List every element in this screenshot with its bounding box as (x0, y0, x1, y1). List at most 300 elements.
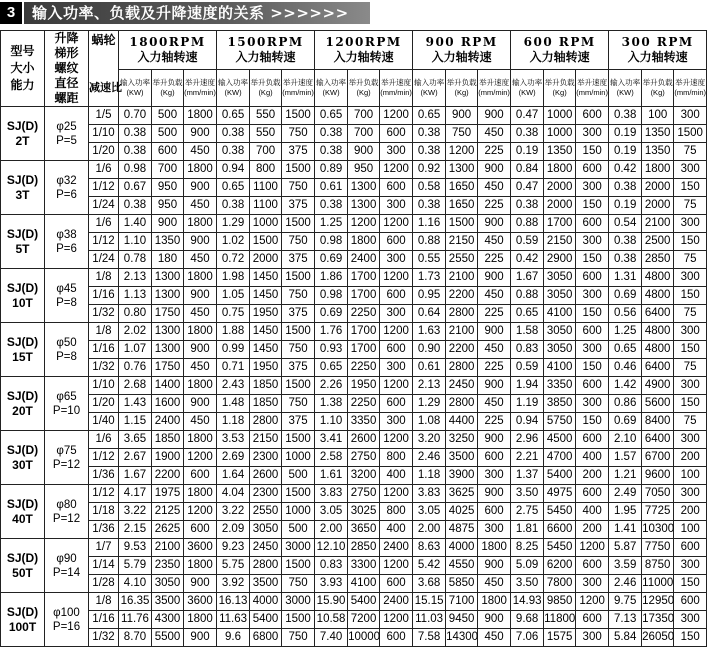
value-cell: 0.69 (315, 305, 348, 323)
value-cell: 0.38 (609, 233, 642, 251)
value-cell: 7800 (544, 575, 576, 593)
value-cell: 0.65 (511, 305, 544, 323)
table-row (1, 377, 707, 395)
value-cell: 5.79 (119, 557, 152, 575)
ratio-cell: 1/6 (89, 161, 119, 179)
value-cell: 5.84 (609, 629, 642, 647)
value-cell: 225 (478, 251, 511, 269)
value-cell: 450 (184, 413, 217, 431)
ratio-cell: 1/6 (89, 431, 119, 449)
value-cell: 2.13 (413, 377, 446, 395)
value-cell: 1850 (250, 377, 282, 395)
value-cell: 2250 (348, 359, 380, 377)
value-cell: 1200 (576, 593, 609, 611)
value-cell: 1.18 (217, 413, 250, 431)
value-cell: 1.95 (609, 503, 642, 521)
value-cell: 900 (478, 557, 511, 575)
value-cell: 4875 (446, 521, 478, 539)
value-cell: 6700 (642, 449, 674, 467)
value-cell: 0.38 (315, 197, 348, 215)
value-cell: 100 (674, 521, 707, 539)
model-cell: SJ(D) 40T (1, 485, 45, 539)
value-cell: 900 (348, 143, 380, 161)
value-cell: 2250 (348, 305, 380, 323)
value-cell: 3600 (184, 539, 217, 557)
value-cell: 0.83 (315, 557, 348, 575)
value-cell: 4975 (544, 485, 576, 503)
value-cell: 2.21 (511, 449, 544, 467)
value-cell: 7.40 (315, 629, 348, 647)
value-cell: 3500 (250, 575, 282, 593)
model-cell: SJ(D) 2T (1, 107, 45, 161)
value-cell: 1000 (282, 503, 315, 521)
value-cell: 3300 (348, 557, 380, 575)
value-cell: 0.38 (119, 143, 152, 161)
value-cell: 1.81 (511, 521, 544, 539)
value-cell: 1500 (282, 485, 315, 503)
table-row (1, 611, 707, 629)
table-row (1, 287, 707, 305)
value-cell: 800 (380, 449, 413, 467)
ratio-cell: 1/28 (89, 575, 119, 593)
value-cell: 2625 (152, 521, 184, 539)
value-cell: 600 (380, 287, 413, 305)
table-row (1, 179, 707, 197)
value-cell: 450 (478, 629, 511, 647)
value-cell: 0.65 (315, 107, 348, 125)
value-cell: 4000 (446, 539, 478, 557)
value-cell: 2800 (250, 413, 282, 431)
value-cell: 2000 (544, 179, 576, 197)
table-row (1, 269, 707, 287)
value-cell: 11000 (642, 575, 674, 593)
value-cell: 300 (674, 431, 707, 449)
value-cell: 5450 (544, 539, 576, 557)
value-cell: 900 (184, 233, 217, 251)
value-cell: 0.38 (119, 197, 152, 215)
ratio-cell: 1/24 (89, 197, 119, 215)
table-row (1, 341, 707, 359)
value-cell: 1200 (446, 143, 478, 161)
value-cell: 2.09 (217, 521, 250, 539)
value-cell: 2450 (250, 539, 282, 557)
rpm-header-1800: 1800RPM 入力轴转速 (119, 31, 217, 70)
table-row (1, 521, 707, 539)
value-cell: 2.00 (315, 521, 348, 539)
value-cell: 550 (250, 107, 282, 125)
value-cell: 300 (674, 611, 707, 629)
value-cell: 300 (674, 269, 707, 287)
value-cell: 600 (380, 575, 413, 593)
value-cell: 2.46 (413, 449, 446, 467)
value-cell: 1850 (152, 431, 184, 449)
value-cell: 5400 (250, 611, 282, 629)
value-cell: 2550 (250, 503, 282, 521)
value-cell: 0.71 (217, 359, 250, 377)
value-cell: 1950 (250, 359, 282, 377)
value-cell: 2.69 (217, 449, 250, 467)
value-cell: 3.68 (413, 575, 446, 593)
value-cell: 900 (478, 323, 511, 341)
value-cell: 300 (380, 305, 413, 323)
value-cell: 0.38 (217, 143, 250, 161)
value-cell: 100 (642, 107, 674, 125)
model-cell: SJ(D) 3T (1, 161, 45, 215)
value-cell: 1575 (544, 629, 576, 647)
value-cell: 500 (152, 125, 184, 143)
value-cell: 14300 (446, 629, 478, 647)
value-cell: 5.09 (511, 557, 544, 575)
table-row (1, 323, 707, 341)
value-cell: 1700 (544, 215, 576, 233)
value-cell: 600 (184, 521, 217, 539)
value-cell: 1200 (380, 215, 413, 233)
value-cell: 4800 (642, 341, 674, 359)
value-cell: 1950 (348, 377, 380, 395)
ratio-cell: 1/16 (89, 611, 119, 629)
value-cell: 950 (152, 197, 184, 215)
value-cell: 1.10 (119, 233, 152, 251)
value-cell: 2450 (446, 377, 478, 395)
value-cell: 4000 (250, 593, 282, 611)
value-cell: 2.13 (119, 269, 152, 287)
subheader-power: 输入功率 (KW) (217, 70, 250, 107)
value-cell: 600 (576, 161, 609, 179)
value-cell: 1.73 (413, 269, 446, 287)
value-cell: 180 (152, 251, 184, 269)
value-cell: 600 (576, 377, 609, 395)
value-cell: 1.02 (217, 233, 250, 251)
value-cell: 5400 (544, 467, 576, 485)
value-cell: 2800 (446, 305, 478, 323)
value-cell: 2.96 (511, 431, 544, 449)
table-row (1, 161, 707, 179)
value-cell: 900 (152, 215, 184, 233)
ratio-cell: 1/32 (89, 359, 119, 377)
value-cell: 1500 (282, 269, 315, 287)
value-cell: 8.63 (413, 539, 446, 557)
ratio-cell: 1/8 (89, 269, 119, 287)
value-cell: 1800 (184, 107, 217, 125)
value-cell: 1500 (282, 431, 315, 449)
value-cell: 7725 (642, 503, 674, 521)
value-cell: 1200 (184, 449, 217, 467)
value-cell: 0.86 (609, 395, 642, 413)
value-cell: 2125 (152, 503, 184, 521)
value-cell: 0.47 (511, 107, 544, 125)
value-cell: 10300 (642, 521, 674, 539)
value-cell: 2400 (152, 413, 184, 431)
value-cell: 0.19 (609, 125, 642, 143)
value-cell: 12.10 (315, 539, 348, 557)
value-cell: 900 (478, 215, 511, 233)
value-cell: 9450 (446, 611, 478, 629)
value-cell: 900 (478, 107, 511, 125)
subheader-speed: 举升速度 (mm/min) (282, 70, 315, 107)
value-cell: 9.53 (119, 539, 152, 557)
value-cell: 3600 (184, 593, 217, 611)
value-cell: 150 (674, 629, 707, 647)
value-cell: 900 (184, 395, 217, 413)
value-cell: 1750 (152, 305, 184, 323)
value-cell: 1500 (282, 323, 315, 341)
value-cell: 1.15 (119, 413, 152, 431)
value-cell: 400 (576, 503, 609, 521)
value-cell: 0.59 (511, 233, 544, 251)
value-cell: 3500 (446, 449, 478, 467)
value-cell: 0.61 (413, 359, 446, 377)
table-row (1, 251, 707, 269)
value-cell: 1800 (478, 539, 511, 557)
value-cell: 2000 (642, 197, 674, 215)
value-cell: 1.37 (511, 467, 544, 485)
value-cell: 100 (674, 467, 707, 485)
value-cell: 1800 (184, 323, 217, 341)
value-cell: 150 (674, 233, 707, 251)
value-cell: 3350 (348, 413, 380, 431)
value-cell: 700 (152, 161, 184, 179)
value-cell: 1500 (250, 233, 282, 251)
table-row (1, 593, 707, 611)
ratio-cell: 1/20 (89, 395, 119, 413)
value-cell: 10.58 (315, 611, 348, 629)
value-cell: 1500 (282, 107, 315, 125)
value-cell: 2150 (544, 233, 576, 251)
subheader-load: 举升负载 (Kg) (446, 70, 478, 107)
value-cell: 3.22 (119, 503, 152, 521)
value-cell: 2.00 (413, 521, 446, 539)
subheader-load: 举升负载 (Kg) (348, 70, 380, 107)
value-cell: 900 (478, 431, 511, 449)
value-cell: 0.38 (609, 107, 642, 125)
ratio-cell: 1/10 (89, 377, 119, 395)
value-cell: 0.65 (413, 107, 446, 125)
value-cell: 1.41 (609, 521, 642, 539)
value-cell: 1200 (380, 485, 413, 503)
value-cell: 7050 (642, 485, 674, 503)
value-cell: 3.50 (511, 485, 544, 503)
value-cell: 150 (576, 197, 609, 215)
value-cell: 0.92 (413, 161, 446, 179)
value-cell: 0.46 (609, 359, 642, 377)
value-cell: 4400 (446, 413, 478, 431)
value-cell: 0.98 (119, 161, 152, 179)
value-cell: 900 (184, 629, 217, 647)
value-cell: 8400 (642, 413, 674, 431)
value-cell: 2800 (446, 395, 478, 413)
value-cell: 600 (152, 143, 184, 161)
screw-cell: φ65 P=10 (45, 377, 89, 431)
value-cell: 450 (184, 197, 217, 215)
value-cell: 1200 (380, 323, 413, 341)
value-cell: 450 (478, 179, 511, 197)
value-cell: 0.98 (315, 233, 348, 251)
value-cell: 600 (380, 179, 413, 197)
value-cell: 3000 (282, 539, 315, 557)
value-cell: 900 (446, 107, 478, 125)
ratio-cell: 1/8 (89, 593, 119, 611)
value-cell: 1500 (446, 215, 478, 233)
value-cell: 0.38 (609, 179, 642, 197)
value-cell: 500 (152, 107, 184, 125)
value-cell: 900 (478, 269, 511, 287)
value-cell: 1450 (250, 269, 282, 287)
value-cell: 900 (478, 377, 511, 395)
value-cell: 1.29 (217, 215, 250, 233)
value-cell: 200 (576, 467, 609, 485)
value-cell: 1850 (250, 395, 282, 413)
col-screw: 升降梯形螺纹直径螺距 (45, 31, 89, 107)
value-cell: 150 (576, 143, 609, 161)
value-cell: 2900 (544, 251, 576, 269)
value-cell: 0.65 (609, 341, 642, 359)
value-cell: 900 (184, 341, 217, 359)
value-cell: 300 (576, 629, 609, 647)
value-cell: 0.70 (119, 107, 152, 125)
value-cell: 2550 (446, 251, 478, 269)
ratio-cell: 1/36 (89, 467, 119, 485)
value-cell: 2100 (152, 539, 184, 557)
model-cell: SJ(D) 5T (1, 215, 45, 269)
value-cell: 5450 (544, 503, 576, 521)
value-cell: 3.59 (609, 557, 642, 575)
value-cell: 0.38 (413, 143, 446, 161)
subheader-power: 输入功率 (KW) (609, 70, 642, 107)
value-cell: 950 (152, 179, 184, 197)
subheader-load: 举升负载 (Kg) (152, 70, 184, 107)
value-cell: 375 (282, 143, 315, 161)
value-cell: 7.13 (609, 611, 642, 629)
value-cell: 1450 (250, 341, 282, 359)
ratio-cell: 1/14 (89, 557, 119, 575)
screw-cell: φ45 P=8 (45, 269, 89, 323)
rpm-header-1500: 1500RPM 入力轴转速 (217, 31, 315, 70)
value-cell: 1500 (282, 611, 315, 629)
value-cell: 1800 (544, 161, 576, 179)
table-row (1, 395, 707, 413)
value-cell: 1.07 (119, 341, 152, 359)
value-cell: 3625 (446, 485, 478, 503)
value-cell: 4800 (642, 287, 674, 305)
value-cell: 900 (184, 125, 217, 143)
value-cell: 2.58 (315, 449, 348, 467)
value-cell: 1750 (152, 359, 184, 377)
value-cell: 1350 (152, 233, 184, 251)
value-cell: 11.03 (413, 611, 446, 629)
value-cell: 1300 (348, 179, 380, 197)
value-cell: 5750 (544, 413, 576, 431)
value-cell: 1.42 (609, 377, 642, 395)
value-cell: 450 (478, 125, 511, 143)
value-cell: 1500 (282, 161, 315, 179)
value-cell: 1100 (250, 179, 282, 197)
value-cell: 600 (576, 215, 609, 233)
table-row (1, 143, 707, 161)
table-row (1, 629, 707, 647)
value-cell: 750 (446, 125, 478, 143)
value-cell: 1300 (152, 323, 184, 341)
value-cell: 1650 (446, 179, 478, 197)
value-cell: 8.25 (511, 539, 544, 557)
value-cell: 1.63 (413, 323, 446, 341)
value-cell: 6400 (642, 359, 674, 377)
screw-cell: φ80 P=12 (45, 485, 89, 539)
value-cell: 3900 (446, 467, 478, 485)
value-cell: 750 (282, 629, 315, 647)
value-cell: 11.63 (217, 611, 250, 629)
value-cell: 2400 (380, 593, 413, 611)
value-cell: 5.75 (217, 557, 250, 575)
value-cell: 1.67 (119, 467, 152, 485)
value-cell: 1.38 (315, 395, 348, 413)
value-cell: 600 (576, 485, 609, 503)
value-cell: 225 (478, 197, 511, 215)
value-cell: 9.75 (609, 593, 642, 611)
value-cell: 2300 (250, 485, 282, 503)
value-cell: 2800 (446, 359, 478, 377)
value-cell: 700 (348, 125, 380, 143)
value-cell: 1.57 (609, 449, 642, 467)
value-cell: 750 (282, 575, 315, 593)
value-cell: 0.69 (315, 251, 348, 269)
value-cell: 600 (380, 125, 413, 143)
value-cell: 5400 (348, 593, 380, 611)
value-cell: 1.25 (315, 215, 348, 233)
value-cell: 1300 (152, 269, 184, 287)
value-cell: 0.56 (609, 305, 642, 323)
value-cell: 1200 (184, 503, 217, 521)
value-cell: 900 (478, 611, 511, 629)
value-cell: 1350 (642, 125, 674, 143)
value-cell: 7.06 (511, 629, 544, 647)
value-cell: 0.94 (511, 413, 544, 431)
value-cell: 1200 (576, 539, 609, 557)
table-row (1, 413, 707, 431)
value-cell: 300 (674, 485, 707, 503)
value-cell: 1450 (250, 287, 282, 305)
value-cell: 1.31 (609, 269, 642, 287)
value-cell: 1.13 (119, 287, 152, 305)
value-cell: 4550 (446, 557, 478, 575)
screw-cell: φ50 P=8 (45, 323, 89, 377)
value-cell: 800 (250, 161, 282, 179)
spec-table (0, 30, 707, 647)
value-cell: 2500 (642, 233, 674, 251)
value-cell: 3050 (544, 287, 576, 305)
value-cell: 2100 (446, 323, 478, 341)
value-cell: 0.19 (609, 143, 642, 161)
value-cell: 700 (348, 107, 380, 125)
value-cell: 1700 (348, 341, 380, 359)
value-cell: 2150 (446, 233, 478, 251)
value-cell: 0.38 (413, 125, 446, 143)
value-cell: 300 (576, 287, 609, 305)
value-cell: 1900 (152, 449, 184, 467)
value-cell: 600 (380, 233, 413, 251)
value-cell: 300 (576, 233, 609, 251)
value-cell: 1.21 (609, 467, 642, 485)
screw-cell: φ75 P=12 (45, 431, 89, 485)
value-cell: 4.04 (217, 485, 250, 503)
value-cell: 0.98 (315, 287, 348, 305)
subheader-power: 输入功率 (KW) (511, 70, 544, 107)
value-cell: 750 (282, 287, 315, 305)
value-cell: 4300 (152, 611, 184, 629)
value-cell: 0.38 (217, 197, 250, 215)
value-cell: 300 (674, 161, 707, 179)
value-cell: 0.67 (119, 179, 152, 197)
value-cell: 1300 (446, 161, 478, 179)
